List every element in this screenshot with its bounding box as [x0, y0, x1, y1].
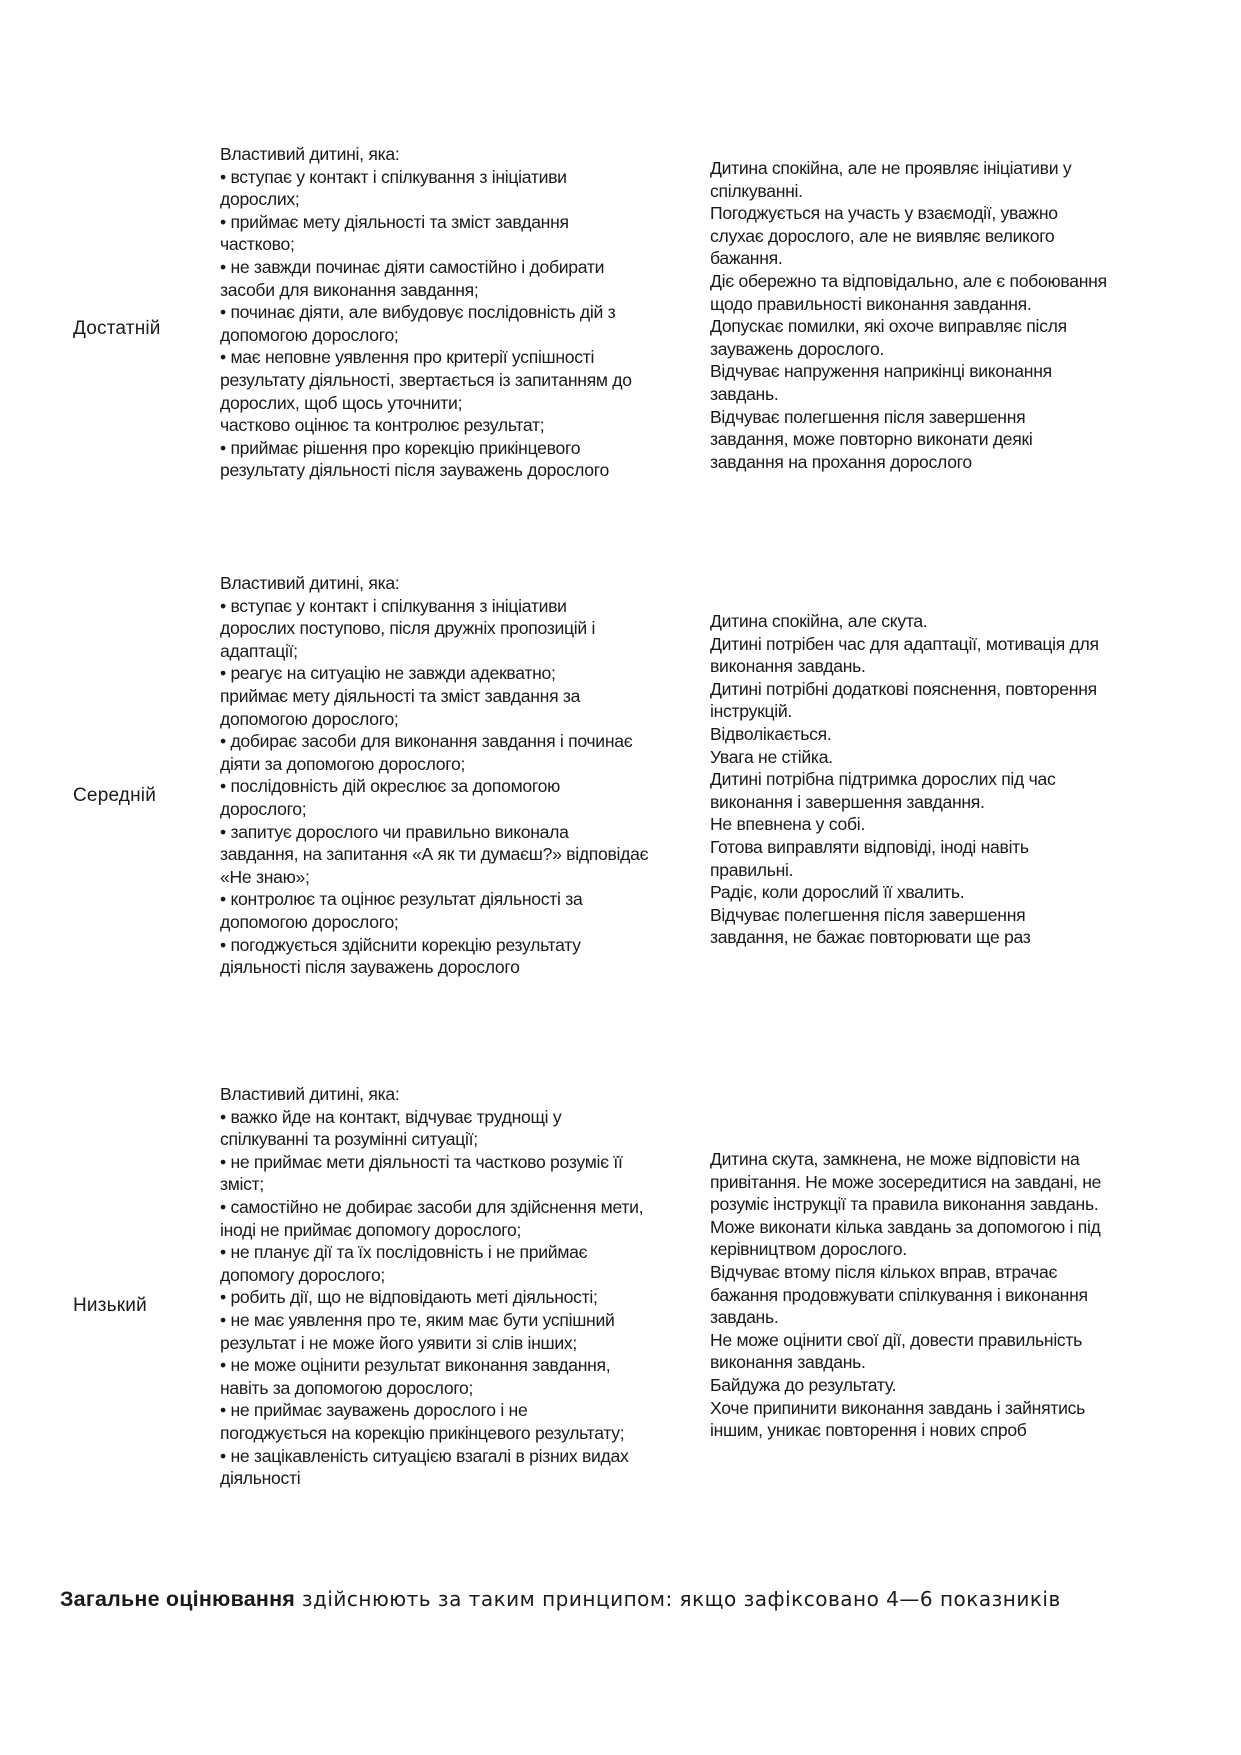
text-line: Дитина спокійна, але скута.: [710, 611, 928, 631]
text-line: • не приймає мети діяльності та частково розуміє її: [220, 1151, 623, 1172]
text-line: іноді не приймає допомогу дорослого;: [220, 1219, 522, 1240]
text-line: діяльності: [220, 1468, 301, 1489]
description-low: [220, 1083, 690, 1490]
text-line: Відчуває полегшення після завершення: [710, 904, 1026, 925]
text-line: засоби для виконання завдання;: [220, 279, 479, 300]
text-line: Допускає помилки, які охоче виправляє після: [710, 316, 1067, 337]
text-line: правильні.: [710, 859, 794, 880]
text-line: адаптації;: [220, 640, 298, 661]
text-line: завдання, не бажає повторювати ще раз: [710, 927, 1031, 948]
text-line: допомогою дорослого;: [220, 708, 399, 729]
text-line: зауважень дорослого.: [710, 338, 885, 359]
text-line: спілкуванні та розумінні ситуації;: [220, 1129, 478, 1150]
text-line: завдань.: [710, 1307, 779, 1328]
text-line: • не приймає зауважень дорослого і не: [220, 1400, 528, 1421]
text-line: • вступає у контакт і спілкування з ініціативи: [220, 595, 567, 616]
text-line: Властивий дитині, яка:: [220, 144, 400, 164]
text-line: дорослих, щоб щось уточнити;: [220, 392, 463, 413]
text-line: спілкуванні.: [710, 180, 803, 201]
text-line: завдання на прохання дорослого: [710, 451, 972, 472]
text-line: Не впевнена у собі.: [710, 814, 865, 835]
text-line: • запитує дорослого чи правильно виконала: [220, 821, 569, 842]
behavior-medium: [710, 610, 1150, 949]
description-medium: [220, 572, 690, 979]
level-label-sufficient: Достатній: [73, 318, 161, 339]
text-line: • не завжди починає діяти самостійно і добирати: [220, 256, 605, 277]
text-line: • робить дії, що не відповідають меті діяльності;: [220, 1287, 598, 1308]
text-line: дорослих поступово, після дружніх пропозицій і: [220, 618, 596, 639]
text-line: Відчуває полегшення після завершення: [710, 406, 1026, 427]
text-line: виконання завдань.: [710, 656, 866, 677]
text-line: • важко йде на контакт, відчуває труднощі у: [220, 1106, 562, 1127]
text-line: виконання завдань.: [710, 1352, 866, 1373]
text-line: допомогу дорослого;: [220, 1264, 386, 1285]
text-line: Властивий дитині, яка:: [220, 1084, 400, 1104]
text-line: Радіє, коли дорослий її хвалить.: [710, 882, 965, 903]
text-line: • погоджується здійснити корекцію результату: [220, 934, 581, 955]
text-line: допомогою дорослого;: [220, 911, 399, 932]
description-sufficient: [220, 143, 690, 482]
text-line: • не зацікавленість ситуацією взагалі в різних видах: [220, 1445, 629, 1466]
text-line: Діє обережно та відповідально, але є побоювання: [710, 270, 1107, 291]
text-line: Відчуває втому після кількох вправ, втрачає: [710, 1261, 1058, 1282]
text-line: привітання. Не може зосередитися на завдані, не: [710, 1171, 1102, 1192]
text-line: • приймає рішення про корекцію прикінцевого: [220, 437, 581, 458]
text-line: допомогою дорослого;: [220, 324, 399, 345]
text-line: • не може оцінити результат виконання завдання,: [220, 1355, 611, 1376]
text-line: завдань.: [710, 383, 779, 404]
text-line: Дитина скута, замкнена, не може відповісти на: [710, 1149, 1080, 1169]
text-line: Дитина спокійна, але не проявляє ініціативи у: [710, 158, 1072, 178]
text-line: інструкцій.: [710, 701, 792, 722]
text-line: діяти за допомогою дорослого;: [220, 753, 466, 774]
text-line: • починає діяти, але вибудовує послідовність дій з: [220, 302, 616, 323]
text-line: Відволікається.: [710, 723, 832, 744]
text-line: завдання, може повторно виконати деякі: [710, 429, 1033, 450]
text-line: • реагує на ситуацію не завжди адекватно;: [220, 663, 556, 684]
text-line: • добирає засоби для виконання завдання і починає: [220, 731, 633, 752]
text-line: Байдужа до результату.: [710, 1374, 897, 1395]
text-line: «Не знаю»;: [220, 866, 310, 887]
text-line: навіть за допомогою дорослого;: [220, 1377, 474, 1398]
text-line: Дитині потрібна підтримка дорослих під час: [710, 769, 1056, 790]
text-line: слухає дорослого, але не виявляє великого: [710, 225, 1055, 246]
text-line: частково оцінює та контролює результат;: [220, 415, 545, 436]
level-label-low: Низький: [73, 1295, 147, 1316]
text-line: розуміє інструкції та правила виконання завдань.: [710, 1194, 1099, 1215]
text-line: дорослих;: [220, 189, 300, 210]
general-assessment-paragraph: [60, 1587, 1061, 1612]
text-line: результат і не може його уявити зі слів інших;: [220, 1332, 577, 1353]
text-line: Властивий дитині, яка:: [220, 573, 400, 593]
general-assessment-heading: Загальне оцінювання: [60, 1587, 296, 1611]
text-line: • має неповне уявлення про критерії успішності: [220, 347, 595, 368]
text-line: Дитині потрібен час для адаптації, мотивація для: [710, 633, 1099, 654]
text-line: • контролює та оцінює результат діяльності за: [220, 889, 583, 910]
text-line: щодо правильності виконання завдання.: [710, 293, 1032, 314]
text-line: результату діяльності після зауважень дорослого: [220, 460, 610, 481]
text-line: зміст;: [220, 1174, 265, 1195]
text-line: Увага не стійка.: [710, 746, 833, 767]
text-line: бажання продовжувати спілкування і виконання: [710, 1284, 1088, 1305]
behavior-sufficient: [710, 157, 1150, 473]
text-line: • вступає у контакт і спілкування з ініціативи: [220, 166, 567, 187]
general-assessment-text: здійснюють за таким принципом: якщо зафіксовано 4—6 показників: [295, 1587, 1061, 1611]
text-line: виконання і завершення завдання.: [710, 791, 985, 812]
text-line: • послідовність дій окреслює за допомогою: [220, 776, 561, 797]
text-line: • не планує дії та їх послідовність і не приймає: [220, 1242, 588, 1263]
level-label-medium: Середній: [73, 785, 157, 806]
text-line: Хоче припинити виконання завдань і зайнятись: [710, 1397, 1085, 1418]
text-line: бажання.: [710, 248, 783, 269]
text-line: Може виконати кілька завдань за допомогою і під: [710, 1216, 1101, 1237]
text-line: результату діяльності, звертається із запитанням до: [220, 369, 632, 390]
text-line: • не має уявлення про те, яким має бути успішний: [220, 1309, 615, 1330]
text-line: Відчуває напруження наприкінці виконання: [710, 361, 1052, 382]
text-line: Готова виправляти відповіді, іноді навіть: [710, 836, 1029, 857]
text-line: завдання, на запитання «А як ти думаєш?» відповідає: [220, 844, 649, 865]
text-line: • самостійно не добирає засоби для здійснення мети,: [220, 1196, 644, 1217]
text-line: Не може оцінити свої дії, довести правильність: [710, 1329, 1083, 1350]
text-line: частково;: [220, 234, 295, 255]
text-line: дорослого;: [220, 798, 307, 819]
text-line: керівництвом дорослого.: [710, 1239, 907, 1260]
text-line: діяльності після зауважень дорослого: [220, 957, 520, 978]
text-line: погоджується на корекцію прикінцевого результату;: [220, 1422, 625, 1443]
behavior-low: [710, 1148, 1150, 1442]
text-line: Дитині потрібні додаткові пояснення, повторення: [710, 678, 1097, 699]
text-line: іншим, уникає повторення і нових спроб: [710, 1420, 1027, 1441]
text-line: приймає мету діяльності та зміст завдання за: [220, 685, 581, 706]
text-line: • приймає мету діяльності та зміст завдання: [220, 211, 569, 232]
text-line: Погоджується на участь у взаємодії, уважно: [710, 203, 1058, 224]
